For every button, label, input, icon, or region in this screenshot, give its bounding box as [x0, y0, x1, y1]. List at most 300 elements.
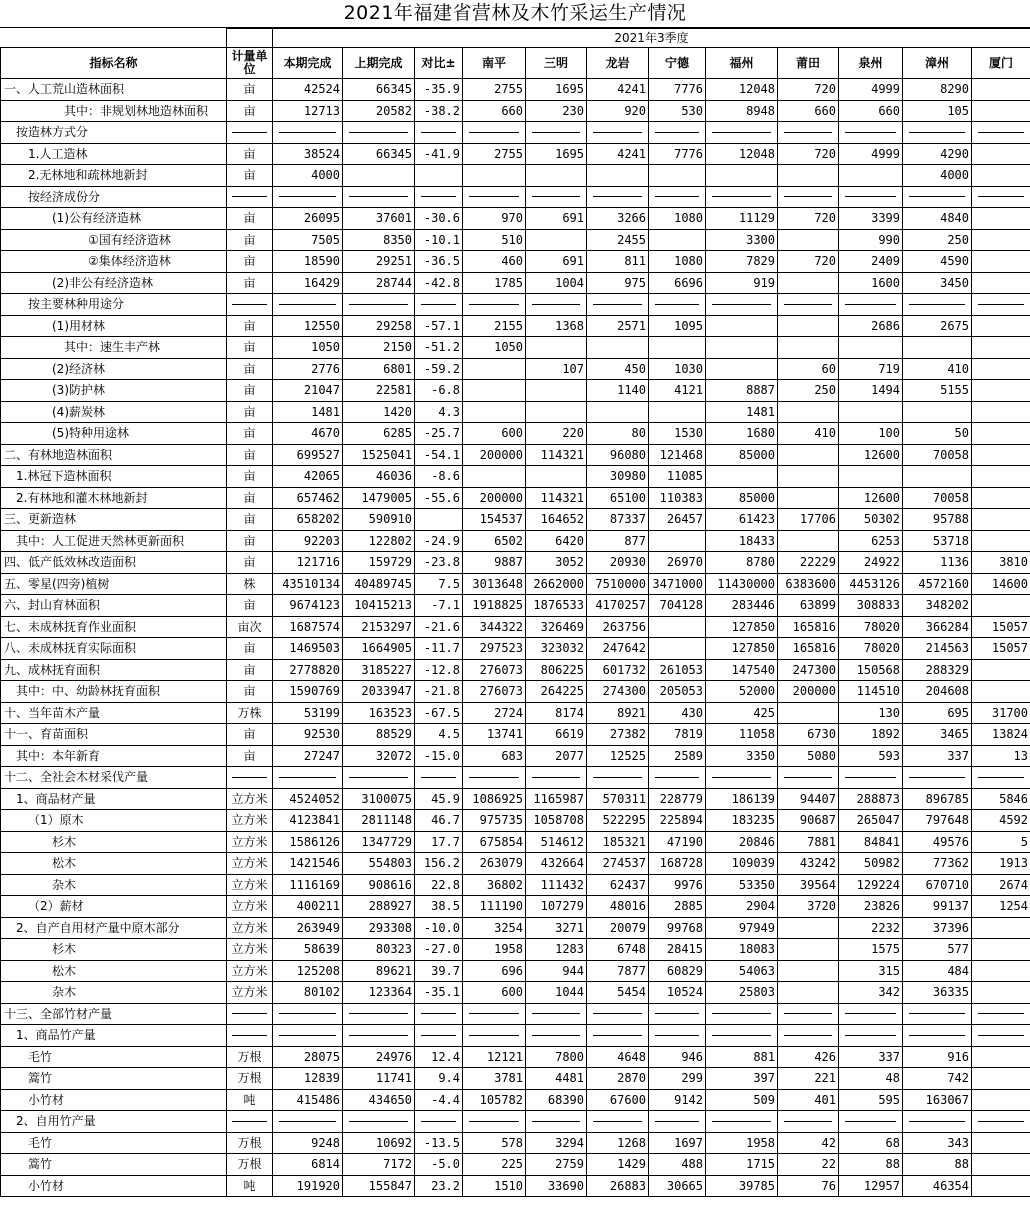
table-row [1, 595, 1030, 617]
value-cell: 26095 [273, 208, 343, 230]
value-cell: 78020 [839, 616, 903, 638]
unit-cell: 万根 [227, 1068, 273, 1090]
value-cell: 6420 [526, 530, 587, 552]
dash-marker [469, 304, 519, 305]
value-cell: 323032 [526, 638, 587, 660]
value-cell [526, 401, 587, 423]
dash-marker [909, 777, 965, 778]
value-cell: 9887 [463, 552, 526, 574]
value-cell [463, 767, 526, 789]
value-cell: 2755 [463, 79, 526, 101]
value-cell: 1086925 [463, 788, 526, 810]
value-cell [972, 423, 1030, 445]
value-cell: 39564 [778, 874, 839, 896]
dash-marker [655, 777, 699, 778]
dash-marker [655, 196, 699, 197]
value-cell [903, 294, 972, 316]
value-cell: 881 [706, 1046, 778, 1068]
value-cell: 2759 [526, 1154, 587, 1176]
unit-cell: 亩 [227, 358, 273, 380]
value-cell [463, 165, 526, 187]
value-cell: 46036 [343, 466, 415, 488]
value-cell: 570311 [587, 788, 649, 810]
value-cell: 3781 [463, 1068, 526, 1090]
value-cell: 2724 [463, 702, 526, 724]
row-label: 六、封山育林面积 [1, 595, 227, 617]
value-cell [649, 186, 706, 208]
value-cell: 2675 [903, 315, 972, 337]
table-row [1, 681, 1030, 703]
column-header: 南平 [463, 48, 526, 79]
value-cell: 27382 [587, 724, 649, 746]
value-cell [463, 1111, 526, 1133]
value-cell [778, 530, 839, 552]
value-cell: 22.8 [415, 874, 463, 896]
value-cell: 3013648 [463, 573, 526, 595]
value-cell: 695 [903, 702, 972, 724]
row-label: 毛竹 [1, 1132, 227, 1154]
table-row [1, 294, 1030, 316]
value-cell: -24.9 [415, 530, 463, 552]
value-cell: 450 [587, 358, 649, 380]
value-cell [526, 466, 587, 488]
value-cell: 2674 [972, 874, 1030, 896]
unit-cell: 亩 [227, 380, 273, 402]
table-row [1, 143, 1030, 165]
value-cell: 28415 [649, 939, 706, 961]
value-cell: 230 [526, 100, 587, 122]
row-label: 一、人工荒山造林面积 [1, 79, 227, 101]
value-cell [778, 487, 839, 509]
value-cell [972, 444, 1030, 466]
value-cell: 4840 [903, 208, 972, 230]
dash-marker [978, 1013, 1024, 1014]
dash-marker [655, 1013, 699, 1014]
value-cell: 2077 [526, 745, 587, 767]
value-cell [778, 315, 839, 337]
value-cell: 600 [463, 423, 526, 445]
value-cell [903, 401, 972, 423]
row-label: (2)非公有经济造林 [1, 272, 227, 294]
value-cell: -25.7 [415, 423, 463, 445]
value-cell: 11430000 [706, 573, 778, 595]
value-cell [972, 358, 1030, 380]
value-cell: 185321 [587, 831, 649, 853]
value-cell: 39.7 [415, 960, 463, 982]
table-row [1, 573, 1030, 595]
unit-cell: 亩 [227, 724, 273, 746]
value-cell: -11.7 [415, 638, 463, 660]
row-label: 篙竹 [1, 1154, 227, 1176]
row-label: ①国有经济造林 [1, 229, 227, 251]
value-cell [706, 165, 778, 187]
value-cell: 114321 [526, 487, 587, 509]
value-cell: 4121 [649, 380, 706, 402]
value-cell [415, 1003, 463, 1025]
value-cell: 130 [839, 702, 903, 724]
value-cell: 107 [526, 358, 587, 380]
dash-marker [593, 1035, 642, 1036]
value-cell: 326469 [526, 616, 587, 638]
value-cell [778, 917, 839, 939]
table-row [1, 122, 1030, 144]
value-cell: 77362 [903, 853, 972, 875]
dash-marker [279, 1013, 336, 1014]
value-cell: 670710 [903, 874, 972, 896]
value-cell: 1530 [649, 423, 706, 445]
unit-cell: 万根 [227, 1046, 273, 1068]
value-cell: 80102 [273, 982, 343, 1004]
value-cell: 8350 [343, 229, 415, 251]
dash-marker [469, 1013, 519, 1014]
value-cell [706, 1025, 778, 1047]
value-cell: 60829 [649, 960, 706, 982]
value-cell: 48 [839, 1068, 903, 1090]
value-cell [706, 294, 778, 316]
value-cell: 919 [706, 272, 778, 294]
value-cell [706, 337, 778, 359]
row-label: 2、自产自用材产量中原木部分 [1, 917, 227, 939]
dash-marker [349, 304, 408, 305]
row-label: 九、成林抚育面积 [1, 659, 227, 681]
value-cell: 6253 [839, 530, 903, 552]
value-cell: 4572160 [903, 573, 972, 595]
value-cell: 88 [903, 1154, 972, 1176]
value-cell [343, 122, 415, 144]
value-cell: 80 [587, 423, 649, 445]
value-cell: 3271 [526, 917, 587, 939]
value-cell: 150568 [839, 659, 903, 681]
value-cell: 20079 [587, 917, 649, 939]
unit-cell: 亩 [227, 487, 273, 509]
value-cell: 657462 [273, 487, 343, 509]
value-cell: 4241 [587, 79, 649, 101]
value-cell: 283446 [706, 595, 778, 617]
value-cell: 920 [587, 100, 649, 122]
value-cell: -51.2 [415, 337, 463, 359]
row-label: 四、低产低效林改造面积 [1, 552, 227, 574]
table-row [1, 638, 1030, 660]
value-cell: 1481 [706, 401, 778, 423]
dash-marker [421, 1013, 456, 1014]
row-label: (1)公有经济造林 [1, 208, 227, 230]
value-cell: 1080 [649, 251, 706, 273]
value-cell: -57.1 [415, 315, 463, 337]
dash-marker [593, 132, 642, 133]
value-cell: 13741 [463, 724, 526, 746]
value-cell: 6383600 [778, 573, 839, 595]
value-cell: 200000 [463, 444, 526, 466]
value-cell: 1080 [649, 208, 706, 230]
value-cell [903, 466, 972, 488]
value-cell: 5155 [903, 380, 972, 402]
value-cell: 4481 [526, 1068, 587, 1090]
value-cell [463, 1003, 526, 1025]
value-cell: 33690 [526, 1175, 587, 1197]
value-cell: 554803 [343, 853, 415, 875]
value-cell: 10692 [343, 1132, 415, 1154]
row-label: 七、未成林抚育作业面积 [1, 616, 227, 638]
value-cell: 10524 [649, 982, 706, 1004]
table-row [1, 702, 1030, 724]
value-cell [839, 767, 903, 789]
value-cell: 163523 [343, 702, 415, 724]
value-cell: 4241 [587, 143, 649, 165]
value-cell: 22 [778, 1154, 839, 1176]
value-cell: 20930 [587, 552, 649, 574]
value-cell [778, 1003, 839, 1025]
value-cell: -8.6 [415, 466, 463, 488]
value-cell: 66345 [343, 143, 415, 165]
value-cell: 9976 [649, 874, 706, 896]
value-cell [415, 509, 463, 531]
value-cell: 1165987 [526, 788, 587, 810]
value-cell: 3450 [903, 272, 972, 294]
value-cell: 7881 [778, 831, 839, 853]
value-cell: 76 [778, 1175, 839, 1197]
row-label: 杉木 [1, 831, 227, 853]
dash-marker [532, 1121, 580, 1122]
value-cell: 410 [903, 358, 972, 380]
dash-marker [279, 304, 336, 305]
value-cell: 1050 [273, 337, 343, 359]
dash-marker [845, 304, 896, 305]
unit-cell: 亩 [227, 659, 273, 681]
value-cell: 60 [778, 358, 839, 380]
dash-marker [232, 1035, 267, 1036]
value-cell: 908616 [343, 874, 415, 896]
value-cell [972, 1025, 1030, 1047]
unit-cell: 亩 [227, 509, 273, 531]
dash-marker [784, 132, 832, 133]
value-cell: 7800 [526, 1046, 587, 1068]
dash-marker [978, 1035, 1024, 1036]
unit-cell: 立方米 [227, 788, 273, 810]
value-cell [649, 294, 706, 316]
column-header: 宁德 [649, 48, 706, 79]
value-cell [972, 1046, 1030, 1068]
row-label: 松木 [1, 853, 227, 875]
dash-marker [421, 1121, 456, 1122]
value-cell [415, 767, 463, 789]
value-cell [972, 1089, 1030, 1111]
value-cell: -36.5 [415, 251, 463, 273]
row-label: 1.林冠下造林面积 [1, 466, 227, 488]
value-cell: -10.0 [415, 917, 463, 939]
value-cell: 1892 [839, 724, 903, 746]
row-label: 2.无林地和疏林地新封 [1, 165, 227, 187]
table-row [1, 466, 1030, 488]
table-row [1, 380, 1030, 402]
table-row [1, 1175, 1030, 1197]
value-cell: 204608 [903, 681, 972, 703]
value-cell: -4.4 [415, 1089, 463, 1111]
value-cell: 896785 [903, 788, 972, 810]
value-cell: 1715 [706, 1154, 778, 1176]
table-row [1, 100, 1030, 122]
header-row [1, 48, 1030, 79]
value-cell: 49576 [903, 831, 972, 853]
row-label: 其中：非规划林地造林面积 [1, 100, 227, 122]
dash-marker [232, 1013, 267, 1014]
value-cell [972, 165, 1030, 187]
value-cell: 348202 [903, 595, 972, 617]
value-cell: 1680 [706, 423, 778, 445]
value-cell: 10415213 [343, 595, 415, 617]
value-cell: 3300 [706, 229, 778, 251]
value-cell: 186139 [706, 788, 778, 810]
unit-cell: 立方米 [227, 831, 273, 853]
value-cell [526, 122, 587, 144]
value-cell: 85000 [706, 444, 778, 466]
value-cell: 99137 [903, 896, 972, 918]
value-cell: 4123841 [273, 810, 343, 832]
value-cell: 163067 [903, 1089, 972, 1111]
value-cell: 3720 [778, 896, 839, 918]
value-cell: 970 [463, 208, 526, 230]
value-cell: 696 [463, 960, 526, 982]
value-cell: 806225 [526, 659, 587, 681]
value-cell: -27.0 [415, 939, 463, 961]
value-cell: 577 [903, 939, 972, 961]
dash-marker [712, 196, 771, 197]
value-cell: 530 [649, 100, 706, 122]
row-label: 其中：人工促进天然林更新面积 [1, 530, 227, 552]
value-cell [972, 659, 1030, 681]
value-cell [706, 315, 778, 337]
value-cell [415, 122, 463, 144]
value-cell: 168728 [649, 853, 706, 875]
row-label: (4)薪炭林 [1, 401, 227, 423]
value-cell [972, 1111, 1030, 1133]
value-cell [778, 939, 839, 961]
value-cell: 24976 [343, 1046, 415, 1068]
value-cell [273, 767, 343, 789]
dash-marker [845, 132, 896, 133]
value-cell: 720 [778, 208, 839, 230]
value-cell: 261053 [649, 659, 706, 681]
value-cell [903, 1003, 972, 1025]
value-cell [839, 186, 903, 208]
value-cell [706, 358, 778, 380]
value-cell: 122802 [343, 530, 415, 552]
value-cell [273, 186, 343, 208]
unit-cell: 吨 [227, 1175, 273, 1197]
value-cell [587, 1025, 649, 1047]
dash-marker [909, 1121, 965, 1122]
value-cell: 165816 [778, 638, 839, 660]
value-cell: 4999 [839, 143, 903, 165]
table-row [1, 724, 1030, 746]
dash-marker [279, 1035, 336, 1036]
value-cell [343, 1111, 415, 1133]
value-cell: 18083 [706, 939, 778, 961]
value-cell [903, 186, 972, 208]
row-label: 其中：中、幼龄林抚育面积 [1, 681, 227, 703]
row-label: (5)特种用途林 [1, 423, 227, 445]
value-cell [903, 1025, 972, 1047]
unit-cell [227, 294, 273, 316]
value-cell: 1600 [839, 272, 903, 294]
value-cell: 1494 [839, 380, 903, 402]
value-cell: 2776 [273, 358, 343, 380]
value-cell [839, 401, 903, 423]
value-cell [972, 466, 1030, 488]
value-cell: 63899 [778, 595, 839, 617]
dash-marker [279, 777, 336, 778]
dash-marker [279, 196, 336, 197]
dash-marker [469, 196, 519, 197]
value-cell: 2571 [587, 315, 649, 337]
value-cell: 78020 [839, 638, 903, 660]
value-cell [526, 1025, 587, 1047]
dash-marker [593, 1013, 642, 1014]
value-cell: 114321 [526, 444, 587, 466]
value-cell: 1481 [273, 401, 343, 423]
value-cell [972, 1003, 1030, 1025]
value-cell: 1695 [526, 79, 587, 101]
unit-cell: 立方米 [227, 939, 273, 961]
value-cell: 12550 [273, 315, 343, 337]
row-label: 其中：本年新育 [1, 745, 227, 767]
value-cell: 1913 [972, 853, 1030, 875]
value-cell: 944 [526, 960, 587, 982]
table-row [1, 251, 1030, 273]
value-cell [972, 315, 1030, 337]
value-cell [343, 186, 415, 208]
value-cell: 288873 [839, 788, 903, 810]
value-cell: 99768 [649, 917, 706, 939]
value-cell: 6814 [273, 1154, 343, 1176]
unit-cell: 亩 [227, 100, 273, 122]
value-cell [972, 595, 1030, 617]
unit-cell: 立方米 [227, 960, 273, 982]
value-cell: 26457 [649, 509, 706, 531]
value-cell: -35.1 [415, 982, 463, 1004]
value-cell: 6619 [526, 724, 587, 746]
unit-cell: 亩 [227, 315, 273, 337]
value-cell [587, 1111, 649, 1133]
value-cell: 50 [903, 423, 972, 445]
value-cell: 12600 [839, 444, 903, 466]
row-label: 十三、全部竹材产量 [1, 1003, 227, 1025]
column-header: 本期完成 [273, 48, 343, 79]
value-cell: 600 [463, 982, 526, 1004]
value-cell: 274537 [587, 853, 649, 875]
value-cell: 1876533 [526, 595, 587, 617]
value-cell: 7.5 [415, 573, 463, 595]
value-cell: 1420 [343, 401, 415, 423]
value-cell [706, 186, 778, 208]
value-cell: 2686 [839, 315, 903, 337]
value-cell [778, 444, 839, 466]
value-cell: 47190 [649, 831, 706, 853]
column-header: 三明 [526, 48, 587, 79]
value-cell: 4590 [903, 251, 972, 273]
value-cell [587, 186, 649, 208]
value-cell: 344322 [463, 616, 526, 638]
value-cell: 36335 [903, 982, 972, 1004]
value-cell: 1586126 [273, 831, 343, 853]
value-cell: 247300 [778, 659, 839, 681]
dash-marker [349, 1121, 408, 1122]
value-cell: 7819 [649, 724, 706, 746]
value-cell [778, 294, 839, 316]
value-cell: 6801 [343, 358, 415, 380]
row-label: 五、零星(四旁)植树 [1, 573, 227, 595]
value-cell [526, 294, 587, 316]
value-cell [343, 1003, 415, 1025]
